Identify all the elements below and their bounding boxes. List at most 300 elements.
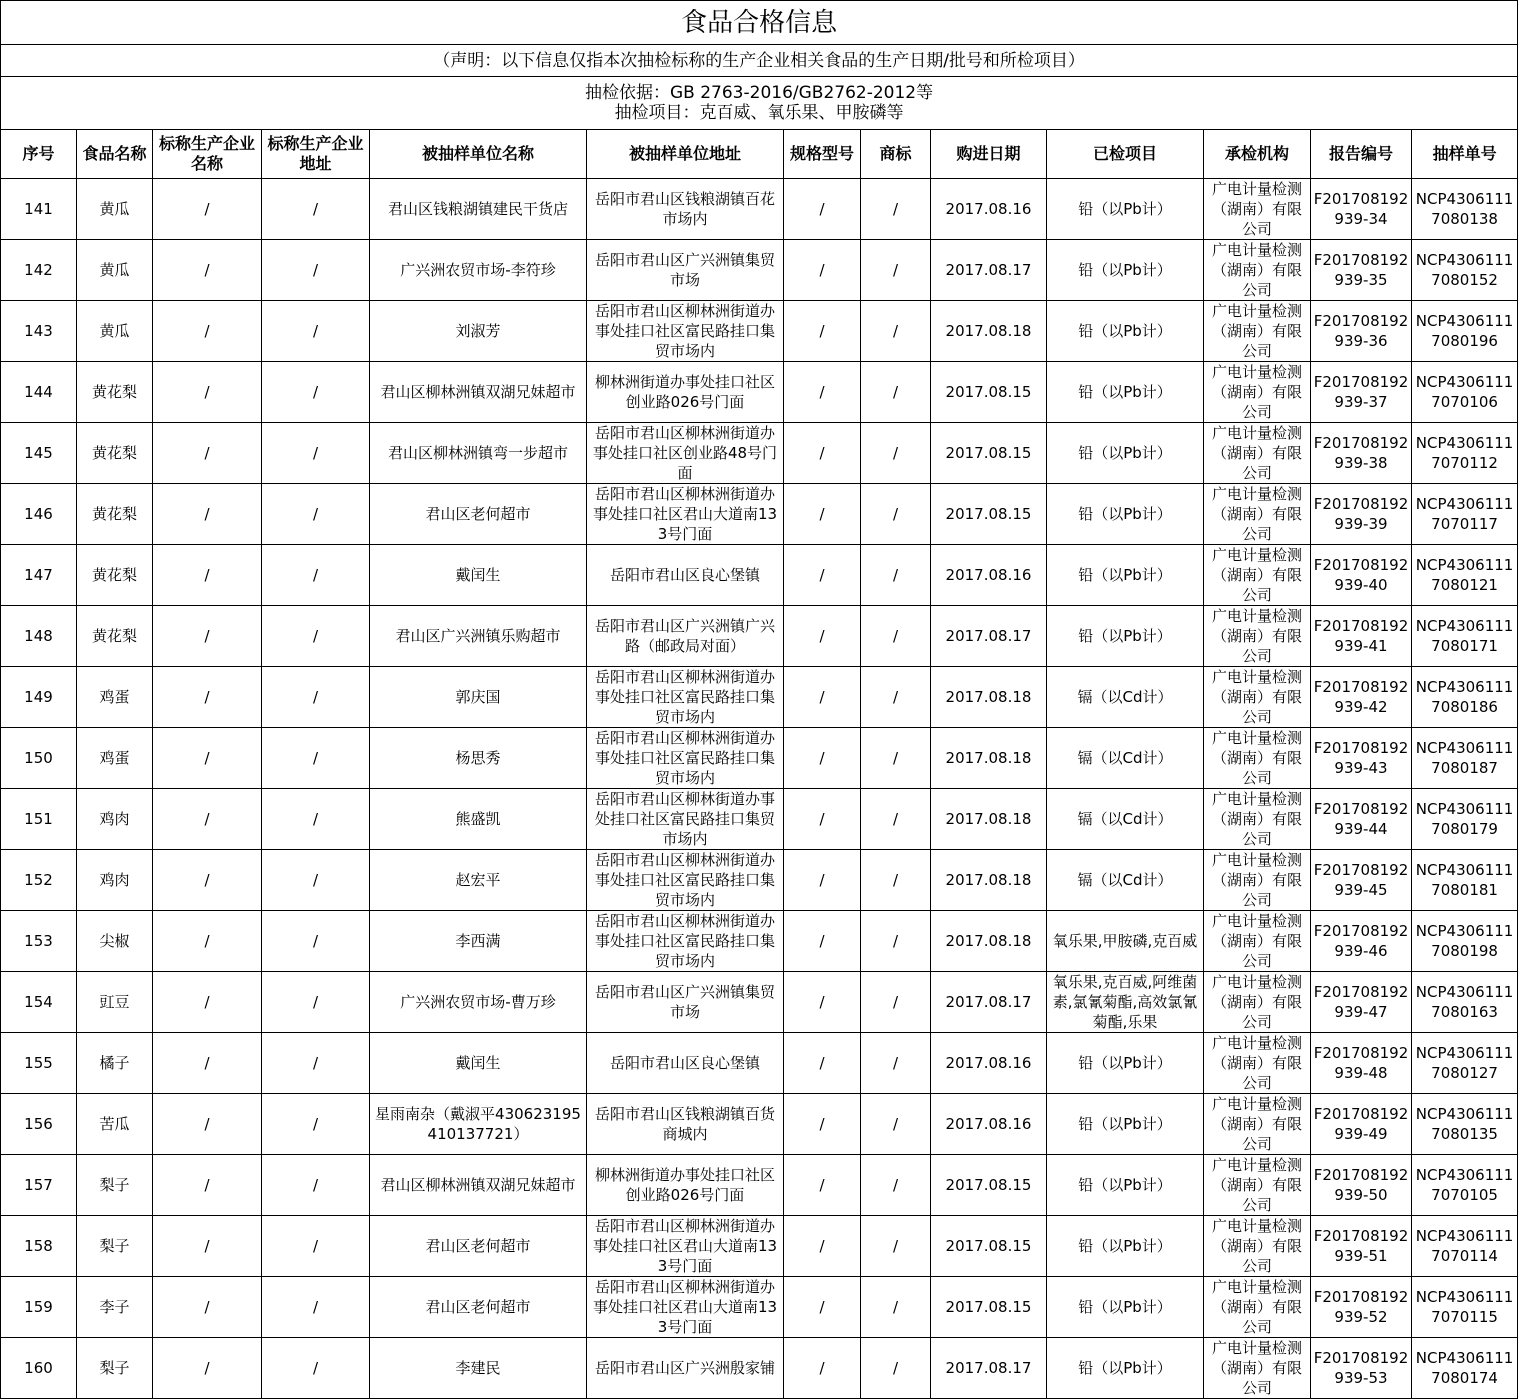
cell-report-number: F201708192939-37 bbox=[1311, 362, 1412, 423]
cell-purchase-date: 2017.08.15 bbox=[931, 1216, 1047, 1277]
cell-food-name: 橘子 bbox=[77, 1033, 153, 1094]
items-line: 抽检项目：克百威、氧乐果、甲胺磷等 bbox=[614, 103, 904, 123]
cell-tested-items: 铅（以Pb计） bbox=[1047, 179, 1204, 240]
cell-sample-number: NCP43061117080121 bbox=[1412, 545, 1518, 606]
cell-food-name: 鸡肉 bbox=[77, 850, 153, 911]
cell-testing-agency: 广电计量检测（湖南）有限公司 bbox=[1204, 1033, 1311, 1094]
cell-sample-number: NCP43061117080179 bbox=[1412, 789, 1518, 850]
cell-food-name: 豇豆 bbox=[77, 972, 153, 1033]
cell-seq: 148 bbox=[1, 606, 77, 667]
table-row bbox=[1, 728, 1518, 789]
cell-brand: / bbox=[861, 301, 931, 362]
cell-purchase-date: 2017.08.15 bbox=[931, 423, 1047, 484]
cell-seq: 150 bbox=[1, 728, 77, 789]
cell-producer-address: / bbox=[262, 972, 370, 1033]
cell-sampled-unit-name: 刘淑芳 bbox=[370, 301, 587, 362]
cell-tested-items: 铅（以Pb计） bbox=[1047, 1155, 1204, 1216]
col-header-brand: 商标 bbox=[861, 130, 931, 179]
cell-sampled-unit-name: 君山区柳林洲镇双湖兄妹超市 bbox=[370, 362, 587, 423]
cell-producer-name: / bbox=[153, 545, 262, 606]
cell-report-number: F201708192939-49 bbox=[1311, 1094, 1412, 1155]
cell-producer-address: / bbox=[262, 301, 370, 362]
cell-producer-name: / bbox=[153, 301, 262, 362]
cell-sampled-unit-address: 岳阳市君山区广兴洲殷家铺 bbox=[587, 1338, 784, 1399]
cell-report-number: F201708192939-53 bbox=[1311, 1338, 1412, 1399]
cell-purchase-date: 2017.08.15 bbox=[931, 1277, 1047, 1338]
cell-producer-address: / bbox=[262, 1094, 370, 1155]
cell-report-number: F201708192939-46 bbox=[1311, 911, 1412, 972]
cell-sampled-unit-address: 岳阳市君山区柳林洲街道办事处挂口社区君山大道南133号门面 bbox=[587, 484, 784, 545]
cell-spec: / bbox=[784, 1277, 861, 1338]
cell-sampled-unit-name: 星雨南杂（戴淑平430623195410137721） bbox=[370, 1094, 587, 1155]
cell-brand: / bbox=[861, 606, 931, 667]
cell-food-name: 李子 bbox=[77, 1277, 153, 1338]
column-header-row bbox=[1, 130, 1518, 179]
cell-testing-agency: 广电计量检测（湖南）有限公司 bbox=[1204, 362, 1311, 423]
col-header-producer-name: 标称生产企业名称 bbox=[153, 130, 262, 179]
cell-testing-agency: 广电计量检测（湖南）有限公司 bbox=[1204, 545, 1311, 606]
cell-testing-agency: 广电计量检测（湖南）有限公司 bbox=[1204, 301, 1311, 362]
cell-spec: / bbox=[784, 301, 861, 362]
cell-producer-name: / bbox=[153, 362, 262, 423]
cell-producer-name: / bbox=[153, 1094, 262, 1155]
cell-producer-name: / bbox=[153, 240, 262, 301]
table-row bbox=[1, 484, 1518, 545]
cell-testing-agency: 广电计量检测（湖南）有限公司 bbox=[1204, 728, 1311, 789]
cell-testing-agency: 广电计量检测（湖南）有限公司 bbox=[1204, 606, 1311, 667]
inspection-basis bbox=[1, 77, 1518, 130]
cell-producer-name: / bbox=[153, 728, 262, 789]
cell-spec: / bbox=[784, 484, 861, 545]
cell-seq: 157 bbox=[1, 1155, 77, 1216]
cell-tested-items: 镉（以Cd计） bbox=[1047, 850, 1204, 911]
cell-seq: 154 bbox=[1, 972, 77, 1033]
cell-tested-items: 镉（以Cd计） bbox=[1047, 667, 1204, 728]
cell-sampled-unit-address: 岳阳市君山区柳林洲街道办事处挂口社区富民路挂口集贸市场内 bbox=[587, 911, 784, 972]
cell-sampled-unit-address: 岳阳市君山区广兴洲镇广兴路（邮政局对面） bbox=[587, 606, 784, 667]
cell-seq: 143 bbox=[1, 301, 77, 362]
table-body bbox=[1, 179, 1518, 1399]
cell-sampled-unit-address: 岳阳市君山区柳林洲街道办事处挂口社区创业路48号门面 bbox=[587, 423, 784, 484]
cell-food-name: 黄花梨 bbox=[77, 423, 153, 484]
cell-purchase-date: 2017.08.18 bbox=[931, 301, 1047, 362]
basis-line: 抽检依据：GB 2763-2016/GB2762-2012等 bbox=[585, 83, 934, 103]
cell-food-name: 黄花梨 bbox=[77, 545, 153, 606]
cell-testing-agency: 广电计量检测（湖南）有限公司 bbox=[1204, 1094, 1311, 1155]
cell-sampled-unit-address: 岳阳市君山区广兴洲镇集贸市场 bbox=[587, 240, 784, 301]
cell-sampled-unit-name: 君山区广兴洲镇乐购超市 bbox=[370, 606, 587, 667]
cell-purchase-date: 2017.08.17 bbox=[931, 1338, 1047, 1399]
cell-tested-items: 铅（以Pb计） bbox=[1047, 1216, 1204, 1277]
cell-purchase-date: 2017.08.15 bbox=[931, 484, 1047, 545]
cell-producer-address: / bbox=[262, 240, 370, 301]
cell-purchase-date: 2017.08.18 bbox=[931, 789, 1047, 850]
cell-sampled-unit-name: 君山区老何超市 bbox=[370, 1216, 587, 1277]
cell-brand: / bbox=[861, 1216, 931, 1277]
table-row bbox=[1, 301, 1518, 362]
cell-sample-number: NCP43061117080171 bbox=[1412, 606, 1518, 667]
cell-purchase-date: 2017.08.17 bbox=[931, 972, 1047, 1033]
cell-seq: 142 bbox=[1, 240, 77, 301]
table-row bbox=[1, 667, 1518, 728]
cell-testing-agency: 广电计量检测（湖南）有限公司 bbox=[1204, 972, 1311, 1033]
cell-sampled-unit-address: 岳阳市君山区柳林洲街道办事处挂口社区富民路挂口集贸市场内 bbox=[587, 728, 784, 789]
cell-sampled-unit-address: 岳阳市君山区柳林洲街道办事处挂口社区富民路挂口集贸市场内 bbox=[587, 667, 784, 728]
cell-spec: / bbox=[784, 972, 861, 1033]
cell-sampled-unit-address: 柳林洲街道办事处挂口社区创业路026号门面 bbox=[587, 362, 784, 423]
cell-testing-agency: 广电计量检测（湖南）有限公司 bbox=[1204, 667, 1311, 728]
cell-producer-address: / bbox=[262, 1216, 370, 1277]
page-title: 食品合格信息 bbox=[1, 1, 1518, 45]
cell-sampled-unit-name: 郭庆国 bbox=[370, 667, 587, 728]
cell-seq: 147 bbox=[1, 545, 77, 606]
cell-food-name: 鸡蛋 bbox=[77, 667, 153, 728]
table-row bbox=[1, 1094, 1518, 1155]
cell-spec: / bbox=[784, 362, 861, 423]
cell-sampled-unit-address: 岳阳市君山区钱粮湖镇百货商城内 bbox=[587, 1094, 784, 1155]
cell-food-name: 梨子 bbox=[77, 1338, 153, 1399]
cell-purchase-date: 2017.08.18 bbox=[931, 728, 1047, 789]
cell-tested-items: 铅（以Pb计） bbox=[1047, 362, 1204, 423]
col-header-spec: 规格型号 bbox=[784, 130, 861, 179]
cell-report-number: F201708192939-34 bbox=[1311, 179, 1412, 240]
cell-sampled-unit-name: 杨思秀 bbox=[370, 728, 587, 789]
cell-brand: / bbox=[861, 179, 931, 240]
cell-seq: 160 bbox=[1, 1338, 77, 1399]
cell-producer-address: / bbox=[262, 1155, 370, 1216]
cell-report-number: F201708192939-44 bbox=[1311, 789, 1412, 850]
cell-spec: / bbox=[784, 1094, 861, 1155]
cell-brand: / bbox=[861, 545, 931, 606]
cell-report-number: F201708192939-41 bbox=[1311, 606, 1412, 667]
cell-sampled-unit-name: 李西满 bbox=[370, 911, 587, 972]
col-header-producer-addr: 标称生产企业地址 bbox=[262, 130, 370, 179]
cell-food-name: 鸡肉 bbox=[77, 789, 153, 850]
table-row bbox=[1, 1216, 1518, 1277]
cell-spec: / bbox=[784, 1216, 861, 1277]
cell-tested-items: 铅（以Pb计） bbox=[1047, 423, 1204, 484]
cell-purchase-date: 2017.08.17 bbox=[931, 240, 1047, 301]
cell-testing-agency: 广电计量检测（湖南）有限公司 bbox=[1204, 484, 1311, 545]
cell-report-number: F201708192939-38 bbox=[1311, 423, 1412, 484]
cell-producer-address: / bbox=[262, 484, 370, 545]
cell-seq: 159 bbox=[1, 1277, 77, 1338]
cell-sampled-unit-address: 岳阳市君山区柳林洲街道办事处挂口社区富民路挂口集贸市场内 bbox=[587, 301, 784, 362]
cell-seq: 145 bbox=[1, 423, 77, 484]
table-row bbox=[1, 1277, 1518, 1338]
cell-food-name: 尖椒 bbox=[77, 911, 153, 972]
cell-purchase-date: 2017.08.15 bbox=[931, 362, 1047, 423]
cell-testing-agency: 广电计量检测（湖南）有限公司 bbox=[1204, 911, 1311, 972]
cell-sample-number: NCP43061117080186 bbox=[1412, 667, 1518, 728]
cell-sampled-unit-address: 岳阳市君山区柳林洲街道办事处挂口社区富民路挂口集贸市场内 bbox=[587, 850, 784, 911]
cell-sampled-unit-name: 君山区老何超市 bbox=[370, 484, 587, 545]
cell-testing-agency: 广电计量检测（湖南）有限公司 bbox=[1204, 1277, 1311, 1338]
cell-testing-agency: 广电计量检测（湖南）有限公司 bbox=[1204, 1155, 1311, 1216]
cell-producer-address: / bbox=[262, 423, 370, 484]
cell-producer-name: / bbox=[153, 484, 262, 545]
cell-producer-name: / bbox=[153, 972, 262, 1033]
col-header-food: 食品名称 bbox=[77, 130, 153, 179]
cell-food-name: 黄花梨 bbox=[77, 362, 153, 423]
cell-producer-address: / bbox=[262, 728, 370, 789]
cell-food-name: 鸡蛋 bbox=[77, 728, 153, 789]
cell-tested-items: 氧乐果,甲胺磷,克百威 bbox=[1047, 911, 1204, 972]
cell-food-name: 苦瓜 bbox=[77, 1094, 153, 1155]
cell-purchase-date: 2017.08.18 bbox=[931, 850, 1047, 911]
cell-purchase-date: 2017.08.17 bbox=[931, 606, 1047, 667]
cell-seq: 149 bbox=[1, 667, 77, 728]
cell-purchase-date: 2017.08.16 bbox=[931, 1033, 1047, 1094]
cell-brand: / bbox=[861, 667, 931, 728]
cell-producer-address: / bbox=[262, 667, 370, 728]
cell-testing-agency: 广电计量检测（湖南）有限公司 bbox=[1204, 1338, 1311, 1399]
cell-brand: / bbox=[861, 362, 931, 423]
cell-sampled-unit-name: 广兴洲农贸市场-李符珍 bbox=[370, 240, 587, 301]
col-header-agency: 承检机构 bbox=[1204, 130, 1311, 179]
cell-spec: / bbox=[784, 1155, 861, 1216]
cell-report-number: F201708192939-39 bbox=[1311, 484, 1412, 545]
cell-producer-address: / bbox=[262, 545, 370, 606]
cell-spec: / bbox=[784, 850, 861, 911]
cell-report-number: F201708192939-35 bbox=[1311, 240, 1412, 301]
cell-brand: / bbox=[861, 972, 931, 1033]
cell-sample-number: NCP43061117070114 bbox=[1412, 1216, 1518, 1277]
col-header-sample-no: 抽样单号 bbox=[1412, 130, 1518, 179]
cell-sampled-unit-address: 岳阳市君山区柳林洲街道办事处挂口社区君山大道南133号门面 bbox=[587, 1277, 784, 1338]
cell-seq: 144 bbox=[1, 362, 77, 423]
cell-producer-address: / bbox=[262, 1338, 370, 1399]
cell-testing-agency: 广电计量检测（湖南）有限公司 bbox=[1204, 179, 1311, 240]
cell-sample-number: NCP43061117070106 bbox=[1412, 362, 1518, 423]
table-row bbox=[1, 850, 1518, 911]
cell-sample-number: NCP43061117070105 bbox=[1412, 1155, 1518, 1216]
cell-sampled-unit-name: 熊盛凯 bbox=[370, 789, 587, 850]
table-row bbox=[1, 1155, 1518, 1216]
cell-producer-address: / bbox=[262, 606, 370, 667]
cell-producer-name: / bbox=[153, 1155, 262, 1216]
cell-testing-agency: 广电计量检测（湖南）有限公司 bbox=[1204, 240, 1311, 301]
cell-spec: / bbox=[784, 728, 861, 789]
col-header-sampled-name: 被抽样单位名称 bbox=[370, 130, 587, 179]
cell-food-name: 黄瓜 bbox=[77, 179, 153, 240]
cell-sampled-unit-name: 君山区柳林洲镇双湖兄妹超市 bbox=[370, 1155, 587, 1216]
cell-purchase-date: 2017.08.16 bbox=[931, 545, 1047, 606]
cell-food-name: 梨子 bbox=[77, 1155, 153, 1216]
cell-spec: / bbox=[784, 1033, 861, 1094]
cell-seq: 146 bbox=[1, 484, 77, 545]
cell-sampled-unit-name: 戴闰生 bbox=[370, 545, 587, 606]
cell-testing-agency: 广电计量检测（湖南）有限公司 bbox=[1204, 850, 1311, 911]
cell-report-number: F201708192939-48 bbox=[1311, 1033, 1412, 1094]
cell-spec: / bbox=[784, 179, 861, 240]
cell-spec: / bbox=[784, 423, 861, 484]
cell-food-name: 黄瓜 bbox=[77, 240, 153, 301]
cell-sample-number: NCP43061117080138 bbox=[1412, 179, 1518, 240]
table-row bbox=[1, 362, 1518, 423]
cell-spec: / bbox=[784, 1338, 861, 1399]
col-header-seq: 序号 bbox=[1, 130, 77, 179]
cell-brand: / bbox=[861, 240, 931, 301]
cell-tested-items: 铅（以Pb计） bbox=[1047, 240, 1204, 301]
cell-sampled-unit-address: 岳阳市君山区广兴洲镇集贸市场 bbox=[587, 972, 784, 1033]
cell-tested-items: 铅（以Pb计） bbox=[1047, 545, 1204, 606]
cell-spec: / bbox=[784, 789, 861, 850]
cell-brand: / bbox=[861, 789, 931, 850]
cell-report-number: F201708192939-51 bbox=[1311, 1216, 1412, 1277]
cell-producer-name: / bbox=[153, 667, 262, 728]
table-row bbox=[1, 789, 1518, 850]
cell-food-name: 梨子 bbox=[77, 1216, 153, 1277]
cell-sample-number: NCP43061117070112 bbox=[1412, 423, 1518, 484]
cell-brand: / bbox=[861, 911, 931, 972]
cell-food-name: 黄花梨 bbox=[77, 484, 153, 545]
cell-brand: / bbox=[861, 728, 931, 789]
cell-sample-number: NCP43061117070117 bbox=[1412, 484, 1518, 545]
cell-sampled-unit-name: 君山区老何超市 bbox=[370, 1277, 587, 1338]
cell-report-number: F201708192939-36 bbox=[1311, 301, 1412, 362]
cell-sampled-unit-address: 柳林洲街道办事处挂口社区创业路026号门面 bbox=[587, 1155, 784, 1216]
cell-spec: / bbox=[784, 240, 861, 301]
col-header-date: 购进日期 bbox=[931, 130, 1047, 179]
cell-tested-items: 铅（以Pb计） bbox=[1047, 606, 1204, 667]
cell-brand: / bbox=[861, 1033, 931, 1094]
cell-producer-name: / bbox=[153, 789, 262, 850]
cell-producer-address: / bbox=[262, 789, 370, 850]
cell-report-number: F201708192939-40 bbox=[1311, 545, 1412, 606]
cell-tested-items: 氧乐果,克百威,阿维菌素,氯氰菊酯,高效氯氰菊酯,乐果 bbox=[1047, 972, 1204, 1033]
cell-tested-items: 铅（以Pb计） bbox=[1047, 1094, 1204, 1155]
table-row bbox=[1, 240, 1518, 301]
cell-producer-address: / bbox=[262, 1277, 370, 1338]
cell-producer-name: / bbox=[153, 1033, 262, 1094]
cell-report-number: F201708192939-47 bbox=[1311, 972, 1412, 1033]
cell-tested-items: 铅（以Pb计） bbox=[1047, 1338, 1204, 1399]
table-row bbox=[1, 606, 1518, 667]
cell-producer-address: / bbox=[262, 911, 370, 972]
cell-purchase-date: 2017.08.16 bbox=[931, 1094, 1047, 1155]
cell-producer-name: / bbox=[153, 179, 262, 240]
cell-sample-number: NCP43061117080196 bbox=[1412, 301, 1518, 362]
cell-spec: / bbox=[784, 606, 861, 667]
col-header-sampled-addr: 被抽样单位地址 bbox=[587, 130, 784, 179]
cell-seq: 151 bbox=[1, 789, 77, 850]
cell-sampled-unit-name: 君山区钱粮湖镇建民干货店 bbox=[370, 179, 587, 240]
cell-sampled-unit-address: 岳阳市君山区柳林洲街道办事处挂口社区君山大道南133号门面 bbox=[587, 1216, 784, 1277]
cell-tested-items: 铅（以Pb计） bbox=[1047, 301, 1204, 362]
cell-sample-number: NCP43061117080152 bbox=[1412, 240, 1518, 301]
cell-sampled-unit-name: 君山区柳林洲镇弯一步超市 bbox=[370, 423, 587, 484]
cell-producer-name: / bbox=[153, 850, 262, 911]
cell-purchase-date: 2017.08.16 bbox=[931, 179, 1047, 240]
cell-purchase-date: 2017.08.18 bbox=[931, 667, 1047, 728]
cell-spec: / bbox=[784, 911, 861, 972]
table-row bbox=[1, 179, 1518, 240]
cell-food-name: 黄花梨 bbox=[77, 606, 153, 667]
cell-producer-address: / bbox=[262, 179, 370, 240]
cell-sample-number: NCP43061117080127 bbox=[1412, 1033, 1518, 1094]
cell-producer-address: / bbox=[262, 850, 370, 911]
cell-tested-items: 铅（以Pb计） bbox=[1047, 1277, 1204, 1338]
cell-producer-name: / bbox=[153, 423, 262, 484]
cell-food-name: 黄瓜 bbox=[77, 301, 153, 362]
cell-sampled-unit-address: 岳阳市君山区钱粮湖镇百花市场内 bbox=[587, 179, 784, 240]
table-row bbox=[1, 1338, 1518, 1399]
cell-brand: / bbox=[861, 850, 931, 911]
table-row bbox=[1, 423, 1518, 484]
cell-seq: 152 bbox=[1, 850, 77, 911]
cell-seq: 153 bbox=[1, 911, 77, 972]
cell-sampled-unit-name: 戴闰生 bbox=[370, 1033, 587, 1094]
cell-brand: / bbox=[861, 1094, 931, 1155]
cell-producer-name: / bbox=[153, 606, 262, 667]
disclaimer-notice: （声明：以下信息仅指本次抽检标称的生产企业相关食品的生产日期/批号和所检项目） bbox=[1, 45, 1518, 77]
cell-sampled-unit-name: 李建民 bbox=[370, 1338, 587, 1399]
cell-brand: / bbox=[861, 423, 931, 484]
cell-sample-number: NCP43061117070115 bbox=[1412, 1277, 1518, 1338]
cell-producer-address: / bbox=[262, 1033, 370, 1094]
cell-sample-number: NCP43061117080163 bbox=[1412, 972, 1518, 1033]
cell-tested-items: 铅（以Pb计） bbox=[1047, 1033, 1204, 1094]
cell-testing-agency: 广电计量检测（湖南）有限公司 bbox=[1204, 423, 1311, 484]
cell-tested-items: 镉（以Cd计） bbox=[1047, 728, 1204, 789]
cell-spec: / bbox=[784, 667, 861, 728]
col-header-report: 报告编号 bbox=[1311, 130, 1412, 179]
cell-sample-number: NCP43061117080174 bbox=[1412, 1338, 1518, 1399]
cell-producer-name: / bbox=[153, 1338, 262, 1399]
cell-seq: 155 bbox=[1, 1033, 77, 1094]
cell-sample-number: NCP43061117080198 bbox=[1412, 911, 1518, 972]
table-row bbox=[1, 545, 1518, 606]
cell-sampled-unit-address: 岳阳市君山区良心堡镇 bbox=[587, 1033, 784, 1094]
cell-brand: / bbox=[861, 1155, 931, 1216]
cell-sampled-unit-name: 广兴洲农贸市场-曹万珍 bbox=[370, 972, 587, 1033]
table-row bbox=[1, 1033, 1518, 1094]
cell-producer-name: / bbox=[153, 911, 262, 972]
cell-tested-items: 铅（以Pb计） bbox=[1047, 484, 1204, 545]
cell-report-number: F201708192939-50 bbox=[1311, 1155, 1412, 1216]
cell-tested-items: 镉（以Cd计） bbox=[1047, 789, 1204, 850]
cell-report-number: F201708192939-43 bbox=[1311, 728, 1412, 789]
cell-seq: 141 bbox=[1, 179, 77, 240]
cell-producer-address: / bbox=[262, 362, 370, 423]
table-row bbox=[1, 911, 1518, 972]
cell-sampled-unit-address: 岳阳市君山区良心堡镇 bbox=[587, 545, 784, 606]
cell-purchase-date: 2017.08.15 bbox=[931, 1155, 1047, 1216]
table-row bbox=[1, 972, 1518, 1033]
cell-sampled-unit-name: 赵宏平 bbox=[370, 850, 587, 911]
cell-seq: 156 bbox=[1, 1094, 77, 1155]
cell-purchase-date: 2017.08.18 bbox=[931, 911, 1047, 972]
cell-sample-number: NCP43061117080135 bbox=[1412, 1094, 1518, 1155]
col-header-tested: 已检项目 bbox=[1047, 130, 1204, 179]
cell-sample-number: NCP43061117080181 bbox=[1412, 850, 1518, 911]
cell-brand: / bbox=[861, 1338, 931, 1399]
cell-brand: / bbox=[861, 1277, 931, 1338]
cell-report-number: F201708192939-45 bbox=[1311, 850, 1412, 911]
cell-spec: / bbox=[784, 545, 861, 606]
cell-report-number: F201708192939-52 bbox=[1311, 1277, 1412, 1338]
cell-testing-agency: 广电计量检测（湖南）有限公司 bbox=[1204, 789, 1311, 850]
cell-producer-name: / bbox=[153, 1216, 262, 1277]
cell-report-number: F201708192939-42 bbox=[1311, 667, 1412, 728]
cell-sampled-unit-address: 岳阳市君山区柳林街道办事处挂口社区富民路挂口集贸市场内 bbox=[587, 789, 784, 850]
cell-producer-name: / bbox=[153, 1277, 262, 1338]
cell-testing-agency: 广电计量检测（湖南）有限公司 bbox=[1204, 1216, 1311, 1277]
cell-sample-number: NCP43061117080187 bbox=[1412, 728, 1518, 789]
cell-seq: 158 bbox=[1, 1216, 77, 1277]
cell-brand: / bbox=[861, 484, 931, 545]
